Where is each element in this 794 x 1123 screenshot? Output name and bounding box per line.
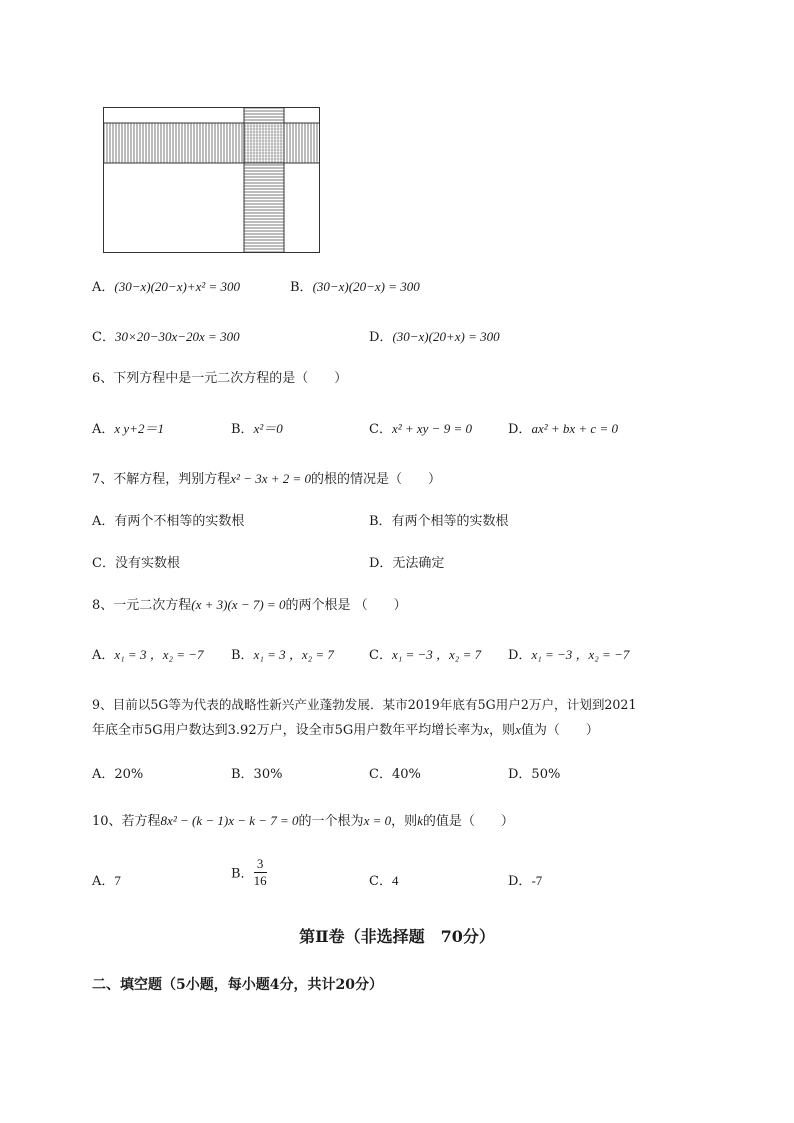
q5-option-d[interactable]: D．(30−x)(20+x) = 300	[369, 329, 500, 345]
q10-option-d[interactable]: D．-7	[508, 873, 543, 889]
q5-option-b[interactable]: B．(30−x)(20−x) = 300	[290, 279, 420, 295]
q8-option-a[interactable]: A．x₁ = 3 ，x₂ = −7	[92, 647, 204, 663]
q9-option-b[interactable]: B．30%	[231, 767, 283, 782]
q5-option-a[interactable]: A．(30−x)(20−x)+x² = 300	[92, 279, 241, 295]
q5-option-c-expr: 30×20−30x−20x = 300	[114, 329, 240, 344]
horizontal-road	[104, 123, 319, 163]
q10-option-c[interactable]: C．4	[369, 873, 399, 889]
road-figure	[103, 107, 321, 254]
q5-option-a-expr: (30−x)(20−x)+x² = 300	[114, 279, 241, 294]
q9-stem-line2: 年底全市5G用户数达到3.92万户，设全市5G用户数年平均增长率为x，则x值为（ ）	[92, 722, 599, 738]
q10-option-a[interactable]: A．7	[92, 873, 121, 889]
q9-option-d[interactable]: D．50%	[508, 767, 561, 782]
q10-option-b-fraction: $\frac{3}{16}$	[253, 856, 267, 888]
section-title: 第Ⅱ卷（非选择题 70分）	[299, 927, 495, 946]
q5-option-b-expr: (30−x)(20−x) = 300	[312, 279, 420, 294]
q7-option-b[interactable]: B．有两个相等的实数根	[369, 514, 509, 529]
q9-option-c[interactable]: C．40%	[369, 767, 421, 782]
q6-option-a[interactable]: A．x y+2＝1	[92, 421, 164, 437]
q10-option-b[interactable]: B． $\frac{3}{16}$	[231, 856, 267, 888]
q7-stem: 7、不解方程，判别方程x² − 3x + 2 = 0的根的情况是（ ）	[92, 471, 442, 487]
q6-option-d[interactable]: D．ax² + bx + c = 0	[508, 421, 618, 437]
q10-stem: 10、若方程8x² − (k − 1)x − k − 7 = 0的一个根为x = 0，则k的值是（ ）	[92, 813, 514, 829]
q9-stem-line1: 9、目前以5G等为代表的战略性新兴产业蓬勃发展．某市2019年底有5G用户2万户，计划到2021	[92, 697, 637, 712]
q8-option-b[interactable]: B．x₁ = 3 ，x₂ = 7	[231, 647, 334, 663]
q7-option-a[interactable]: A．有两个不相等的实数根	[92, 514, 245, 529]
q8-option-d[interactable]: D．x₁ = −3 ，x₂ = −7	[508, 647, 630, 663]
q8-stem: 8、一元二次方程(x + 3)(x − 7) = 0的两个根是 （ ）	[92, 597, 407, 613]
q6-option-b[interactable]: B．x²＝0	[231, 421, 283, 437]
q5-option-d-expr: (30−x)(20+x) = 300	[392, 329, 500, 344]
q8-option-c[interactable]: C．x₁ = −3 ，x₂ = 7	[369, 647, 482, 663]
q9-option-a[interactable]: A．20%	[92, 767, 144, 782]
q5-option-c[interactable]: C．30×20−30x−20x = 300	[92, 329, 240, 345]
q7-option-d[interactable]: D．无法确定	[369, 556, 445, 571]
q6-option-c[interactable]: C．x² + xy − 9 = 0	[369, 421, 472, 437]
road-figure-svg	[103, 107, 321, 254]
section-subtitle: 二、填空题（5小题，每小题4分，共计20分）	[92, 977, 383, 993]
q7-option-c[interactable]: C．没有实数根	[92, 556, 180, 571]
q6-stem: 6、下列方程中是一元二次方程的是（ ）	[92, 371, 348, 386]
